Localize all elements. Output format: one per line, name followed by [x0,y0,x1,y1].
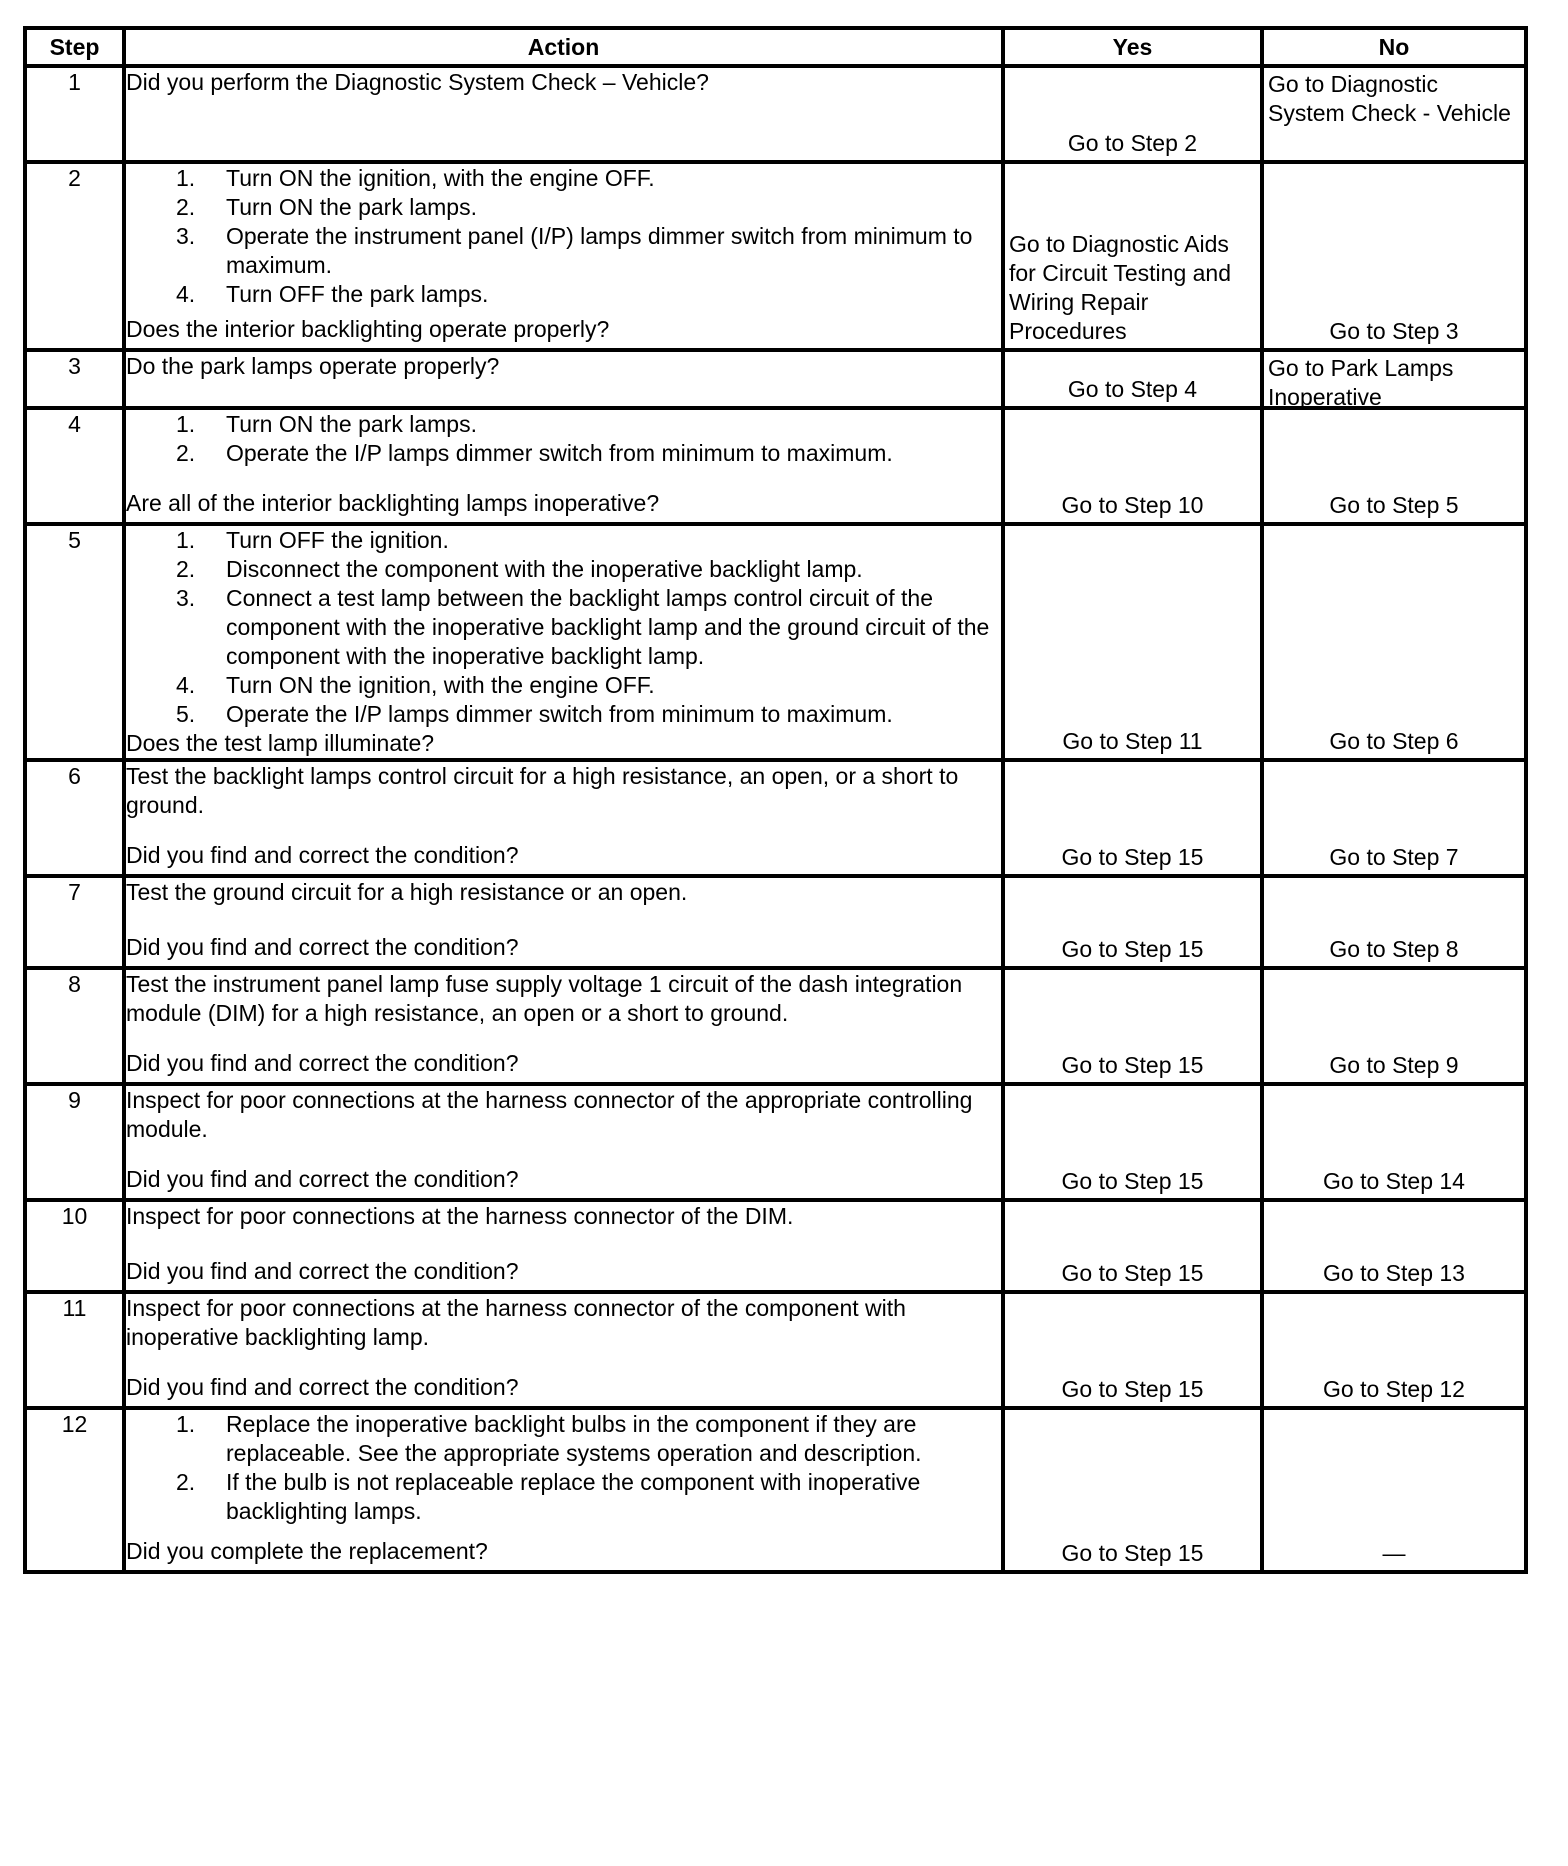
action-question: Did you complete the replacement? [126,1538,488,1564]
action-step-text: Connect a test lamp between the backlight lamps control circuit of the component with the inoperative backlight lamp and the ground circuit of the component with the inoperative backlight lamp. [226,585,990,669]
action-step-item [126,410,1001,439]
yes-cell [1003,1292,1262,1408]
action-step-text: Operate the I/P lamps dimmer switch from minimum to maximum. [226,701,893,727]
action-step-number: 5. [176,701,196,727]
action-cell [124,350,1003,408]
action-cell [124,524,1003,760]
action-question: Did you perform the Diagnostic System Check – Vehicle? [126,69,709,95]
yes-cell [1003,1200,1262,1292]
step-number: 1 [25,66,124,162]
action-question: Did you find and correct the condition? [126,1258,519,1284]
action-step-item [126,193,1001,222]
action-question: Did you find and correct the condition? [126,1050,519,1076]
action-step-number: 1. [176,165,196,191]
yes-action-link[interactable]: Go to Step 10 [1061,492,1204,518]
no-action-link[interactable]: Go to Step 7 [1329,844,1459,870]
table-row [25,968,1526,1084]
step-number: 3 [25,350,124,408]
action-step-text: Turn ON the park lamps. [226,194,477,220]
action-step-item [126,164,1001,193]
action-step-number: 2. [176,1469,196,1495]
table-row [25,1292,1526,1408]
no-cell [1262,1292,1526,1408]
yes-action-link[interactable]: Go to Step 11 [1062,728,1203,754]
action-question: Does the test lamp illuminate? [126,730,435,756]
yes-action-link[interactable]: Go to Step 2 [1067,130,1198,156]
no-cell [1262,876,1526,968]
table-row [25,350,1526,408]
no-action-link[interactable]: Go to Step 14 [1323,1168,1465,1194]
yes-action-link[interactable]: Go to Diagnostic Aids for Circuit Testing and Wiring Repair Procedures [1009,231,1232,344]
no-cell [1262,408,1526,524]
table-row [25,408,1526,524]
action-step-item [126,1410,1001,1468]
no-cell [1262,1408,1526,1572]
yes-action-link[interactable]: Go to Step 15 [1061,844,1204,870]
action-cell [124,760,1003,876]
action-step-number: 2. [176,194,196,220]
action-step-number: 3. [176,585,196,611]
table-row [25,1408,1526,1572]
no-action-link[interactable]: Go to Step 5 [1329,492,1459,518]
header-no: No [1262,28,1526,66]
table-row [25,66,1526,162]
no-cell [1262,1200,1526,1292]
action-instruction: Test the backlight lamps control circuit for a high resistance, an open, or a short to ground. [126,763,959,818]
action-step-item [126,584,1001,671]
action-step-item [126,222,1001,280]
action-question: Did you find and correct the condition? [126,934,519,960]
action-instruction: Inspect for poor connections at the harness connector of the component with inoperative backlighting lamp. [126,1295,906,1350]
action-step-number: 1. [176,1411,196,1437]
table-row [25,1084,1526,1200]
action-cell [124,1292,1003,1408]
no-cell [1262,968,1526,1084]
action-step-number: 2. [176,556,196,582]
action-step-text: Turn OFF the park lamps. [226,281,489,307]
action-question: Did you find and correct the condition? [126,842,519,868]
yes-cell [1003,162,1262,350]
yes-action-link[interactable]: Go to Step 15 [1061,1540,1204,1566]
diagnostic-table [23,26,1528,1574]
action-cell [124,1408,1003,1572]
header-row [25,28,1526,66]
table-row [25,162,1526,350]
no-cell [1262,1084,1526,1200]
action-question: Did you find and correct the condition? [126,1166,519,1192]
no-cell [1262,66,1526,162]
step-number: 4 [25,408,124,524]
yes-cell [1003,66,1262,162]
no-action-link[interactable]: Go to Step 3 [1329,318,1459,344]
action-step-number: 2. [176,440,196,466]
step-number: 10 [25,1200,124,1292]
action-cell [124,162,1003,350]
step-number: 5 [25,524,124,760]
no-cell [1262,760,1526,876]
action-step-number: 1. [176,411,196,437]
action-step-number: 3. [176,223,196,249]
step-number: 2 [25,162,124,350]
action-question: Did you find and correct the condition? [126,1374,519,1400]
action-steps-list [126,410,1001,468]
yes-cell [1003,1084,1262,1200]
table-row [25,1200,1526,1292]
no-action-link[interactable]: — [1382,1540,1406,1566]
action-step-item [126,439,1001,468]
action-step-item [126,555,1001,584]
table-row [25,760,1526,876]
action-cell [124,876,1003,968]
action-step-item [126,280,1001,309]
action-step-text: If the bulb is not replaceable replace the component with inoperative backlighting lamps. [226,1469,921,1524]
action-step-item [126,1468,1001,1526]
action-instruction: Inspect for poor connections at the harness connector of the appropriate controlling module. [126,1087,973,1142]
no-action-link[interactable]: Go to Step 12 [1323,1376,1465,1402]
yes-action-link[interactable]: Go to Step 15 [1061,936,1204,962]
yes-cell [1003,350,1262,408]
action-step-text: Turn ON the ignition, with the engine OFF. [226,165,655,191]
no-action-link[interactable]: Go to Step 9 [1329,1052,1459,1078]
action-step-text: Turn OFF the ignition. [226,527,449,553]
yes-action-link[interactable]: Go to Step 15 [1061,1376,1204,1402]
action-question: Does the interior backlighting operate properly? [126,316,610,342]
action-step-item [126,700,1001,729]
action-instruction: Test the instrument panel lamp fuse supply voltage 1 circuit of the dash integration module (DIM) for a high resistance, an open or a short to ground. [126,971,963,1026]
no-cell [1262,162,1526,350]
yes-action-link[interactable]: Go to Step 4 [1067,376,1198,402]
step-number: 11 [25,1292,124,1408]
step-number: 7 [25,876,124,968]
no-cell [1262,350,1526,408]
action-step-text: Turn ON the park lamps. [226,411,477,437]
header-step: Step [25,28,124,66]
action-step-number: 1. [176,527,196,553]
action-cell [124,968,1003,1084]
action-cell [124,408,1003,524]
yes-cell [1003,760,1262,876]
yes-action-link[interactable]: Go to Step 15 [1061,1168,1204,1194]
no-cell [1262,524,1526,760]
step-number: 12 [25,1408,124,1572]
no-action-link[interactable]: Go to Step 6 [1329,728,1459,754]
action-step-text: Operate the instrument panel (I/P) lamps dimmer switch from minimum to maximum. [226,223,973,278]
action-step-number: 4. [176,672,196,698]
no-action-link[interactable]: Go to Step 8 [1329,936,1459,962]
action-step-text: Disconnect the component with the inoperative backlight lamp. [226,556,863,582]
action-step-item [126,671,1001,700]
action-step-item [126,526,1001,555]
yes-cell [1003,408,1262,524]
table-row [25,876,1526,968]
action-instruction: Inspect for poor connections at the harness connector of the DIM. [126,1203,794,1229]
action-steps-list [126,526,1001,729]
action-cell [124,1200,1003,1292]
header-action: Action [124,28,1003,66]
yes-cell [1003,524,1262,760]
yes-cell [1003,1408,1262,1572]
action-steps-list [126,1410,1001,1526]
action-step-number: 4. [176,281,196,307]
no-action-link[interactable]: Go to Park Lamps Inoperative [1268,355,1454,410]
yes-action-link[interactable]: Go to Step 15 [1061,1052,1204,1078]
action-step-text: Replace the inoperative backlight bulbs in the component if they are replaceable. See the appropriate systems operation and description. [226,1411,922,1466]
action-step-text: Operate the I/P lamps dimmer switch from minimum to maximum. [226,440,893,466]
yes-action-link[interactable]: Go to Step 15 [1061,1260,1204,1286]
yes-cell [1003,876,1262,968]
action-instruction: Test the ground circuit for a high resistance or an open. [126,879,688,905]
action-cell [124,1084,1003,1200]
step-number: 8 [25,968,124,1084]
no-action-link[interactable]: Go to Step 13 [1323,1260,1465,1286]
action-steps-list [126,164,1001,309]
action-step-text: Turn ON the ignition, with the engine OFF. [226,672,655,698]
table-row [25,524,1526,760]
action-question: Are all of the interior backlighting lamps inoperative? [126,490,660,516]
header-yes: Yes [1003,28,1262,66]
step-number: 6 [25,760,124,876]
action-cell [124,66,1003,162]
yes-cell [1003,968,1262,1084]
no-action-link[interactable]: Go to Diagnostic System Check - Vehicle [1268,71,1511,126]
action-question: Do the park lamps operate properly? [126,353,500,379]
step-number: 9 [25,1084,124,1200]
